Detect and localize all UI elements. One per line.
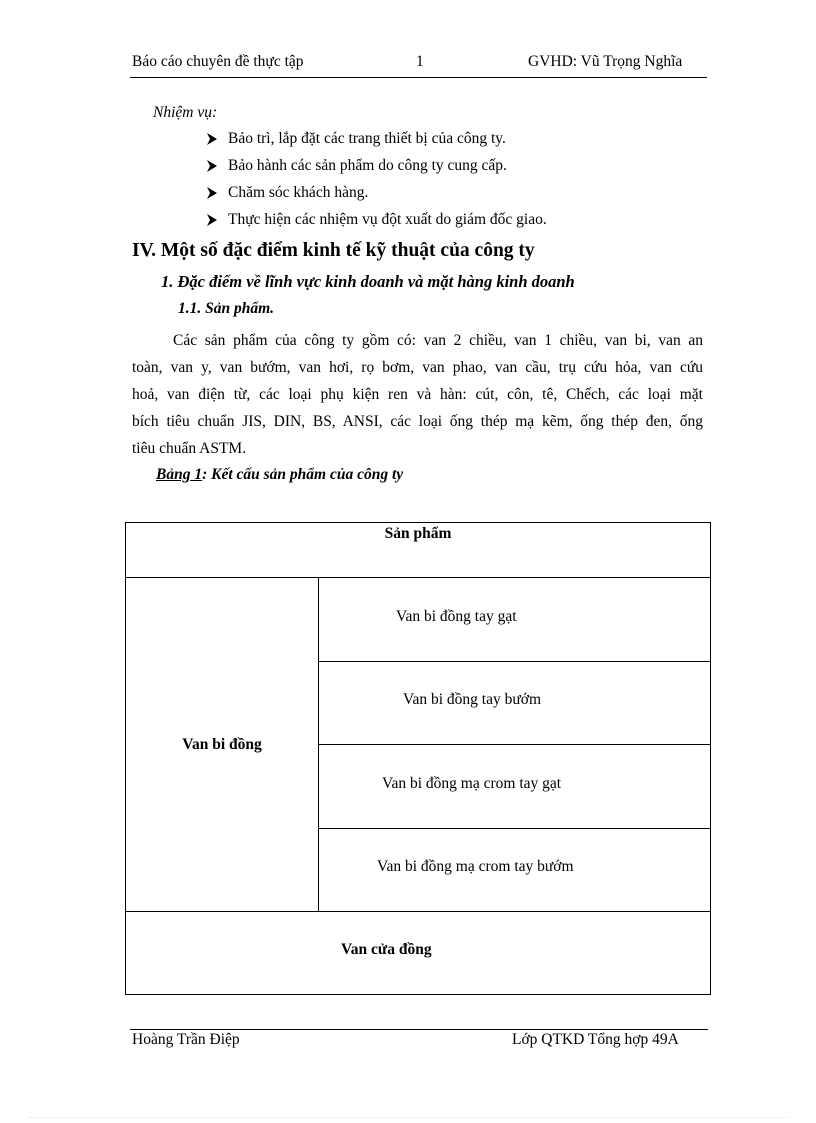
duty-text: Bảo hành các sản phẩm do công ty cung cấp. <box>228 157 507 174</box>
table-header-cell: Sản phẩm <box>125 522 711 578</box>
header-doc-title: Báo cáo chuyên đề thực tập <box>132 53 304 70</box>
footer-author: Hoàng Trần Điệp <box>132 1031 240 1048</box>
subsection-title: 1. Đặc điểm về lĩnh vực kinh doanh và mặt hàng kinh doanh <box>161 272 575 291</box>
arrow-bullet-icon <box>206 187 228 199</box>
table-item-cell: Van bi đồng mạ crom tay gạt <box>318 744 711 829</box>
arrow-bullet-icon <box>206 133 228 145</box>
subsubsection-title: 1.1. Sản phẩm. <box>178 300 275 317</box>
paragraph-line: Các sản phẩm của công ty gồm có: van 2 chiều, van 1 chiều, van bi, van an <box>173 332 703 349</box>
table-item-cell: Van bi đồng mạ crom tay bướm <box>318 828 711 912</box>
footer-class: Lớp QTKD Tổng hợp 49A <box>512 1031 679 1048</box>
duty-text: Chăm sóc khách hàng. <box>228 184 369 201</box>
table-item-cell: Van bi đồng tay gạt <box>318 577 711 662</box>
duty-text: Thực hiện các nhiệm vụ đột xuất do giám đốc giao. <box>228 211 547 228</box>
arrow-bullet-icon <box>206 214 228 226</box>
duty-item <box>206 211 547 229</box>
table-caption-text: : Kết cấu sản phẩm của công ty <box>202 466 404 483</box>
paragraph-line: hoả, van điện từ, các loại phụ kiện ren và hàn: cút, côn, tê, Chếch, các loại mặt <box>132 386 703 403</box>
duty-item <box>206 130 506 148</box>
duty-item <box>206 184 368 202</box>
table-footer-cell: Van cửa đồng <box>125 911 711 995</box>
header-advisor: GVHD: Vũ Trọng Nghĩa <box>528 53 683 70</box>
duty-text: Bảo trì, lắp đặt các trang thiết bị của công ty. <box>228 130 506 147</box>
paragraph-line: bích tiêu chuẩn JIS, DIN, BS, ANSI, các loại ống thép mạ kẽm, ống thép đen, ống <box>132 413 703 430</box>
section-title: IV. Một số đặc điểm kinh tế kỹ thuật của công ty <box>132 240 535 261</box>
paragraph-line: tiêu chuẩn ASTM. <box>132 440 247 457</box>
duty-item <box>206 157 507 175</box>
table-group-cell: Van bi đồng <box>125 577 319 912</box>
table-item-cell: Van bi đồng tay bướm <box>318 661 711 745</box>
header-page-number: 1 <box>416 53 424 70</box>
footer-rule <box>130 1029 708 1030</box>
table-caption-label: Bảng 1 <box>156 466 203 483</box>
header-rule <box>130 77 707 78</box>
page-edge-dotted-line <box>28 1117 788 1118</box>
paragraph-line: toàn, van y, van bướm, van hơi, rọ bơm, van phao, van cầu, trụ cứu hỏa, van cứu <box>132 359 703 376</box>
duties-label: Nhiệm vụ: <box>153 104 218 121</box>
arrow-bullet-icon <box>206 160 228 172</box>
table-caption <box>156 466 403 484</box>
